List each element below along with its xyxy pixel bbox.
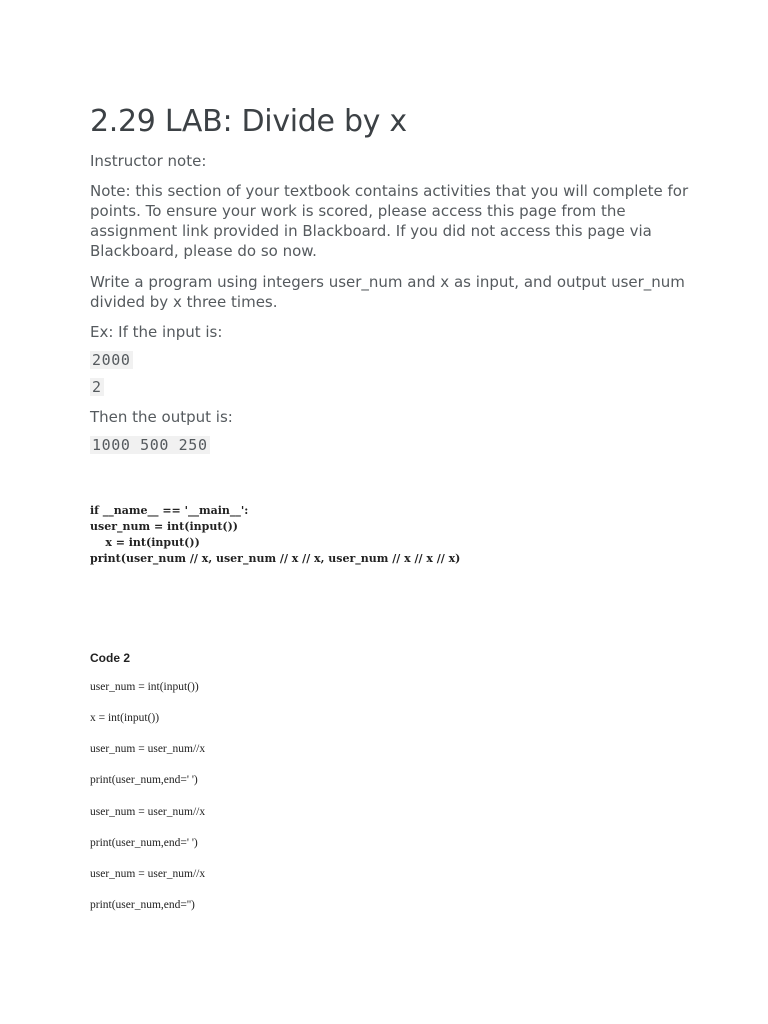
example-output: 1000 500 250 xyxy=(92,436,208,454)
code-line: user_num = user_num//x xyxy=(90,806,206,818)
code-line: print(user_num,end=' ') xyxy=(90,774,198,786)
task-paragraph: Write a program using integers user_num and x as input, and output user_num divided by x three times. xyxy=(90,273,685,311)
note-paragraph: Note: this section of your textbook contains activities that you will complete for points. To ensure your work is scored, please access this page from the assignment link provided in Blackboard. If you did not access this page via Blackboard, please do so now. xyxy=(90,182,689,260)
example-input-label: Ex: If the input is: xyxy=(90,323,223,341)
example-input-line: 2 xyxy=(92,378,102,396)
code-line: user_num = user_num//x xyxy=(90,868,206,880)
code-line: print(user_num,end=' ') xyxy=(90,837,198,849)
code-line: x = int(input()) xyxy=(90,536,200,549)
code-line: if __name__ == '__main__': xyxy=(90,504,249,517)
code-line: x = int(input()) xyxy=(90,712,160,724)
code-line: print(user_num // x, user_num // x // x, user_num // x // x // x) xyxy=(90,552,461,565)
example-output-label: Then the output is: xyxy=(90,408,233,426)
code-line: print(user_num,end='') xyxy=(90,899,195,911)
code-block-1 xyxy=(90,503,460,567)
code2-heading: Code 2 xyxy=(90,651,131,665)
code-line: user_num = user_num//x xyxy=(90,743,206,755)
page-title: 2.29 LAB: Divide by x xyxy=(90,104,407,139)
code-line: user_num = int(input()) xyxy=(90,681,199,693)
example-input-line: 2000 xyxy=(92,351,131,369)
instructor-note-label: Instructor note: xyxy=(90,152,207,170)
code-line: user_num = int(input()) xyxy=(90,520,239,533)
